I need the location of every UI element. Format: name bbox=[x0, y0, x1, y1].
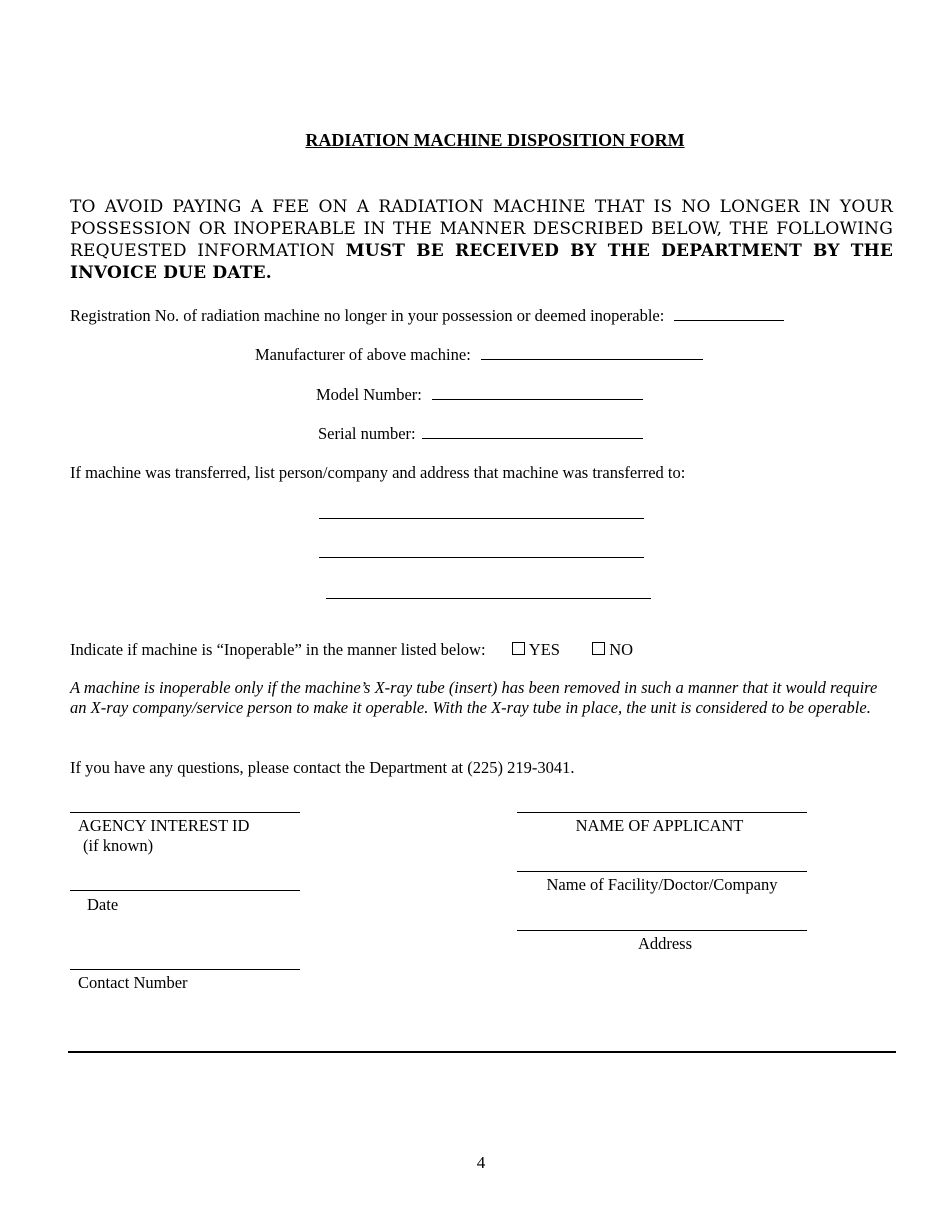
inoperable-row bbox=[70, 640, 633, 660]
model-label: Model Number: bbox=[316, 385, 422, 404]
yes-option[interactable] bbox=[512, 640, 560, 659]
transfer-line-1[interactable] bbox=[319, 518, 644, 519]
notice-text: TO AVOID PAYING A FEE ON A RADIATION MACHINE THAT IS NO LONGER IN YOUR POSSESSION OR INOPERABLE IN THE MANNER DESCRIBED BELOW, THE FOLLOWING REQUESTED INFORMATION bbox=[70, 197, 893, 261]
no-label: NO bbox=[609, 640, 634, 659]
address-line[interactable] bbox=[517, 930, 807, 931]
registration-row bbox=[70, 306, 784, 326]
no-option[interactable] bbox=[592, 640, 633, 659]
form-title: RADIATION MACHINE DISPOSITION FORM bbox=[305, 130, 685, 150]
contact-number-label: Contact Number bbox=[78, 973, 188, 992]
facility-label: Name of Facility/Doctor/Company bbox=[546, 875, 778, 894]
yes-label: YES bbox=[528, 640, 560, 659]
contact-number-line[interactable] bbox=[70, 969, 300, 970]
address-label: Address bbox=[637, 934, 693, 953]
transfer-line-2[interactable] bbox=[319, 557, 644, 558]
model-field[interactable] bbox=[432, 385, 643, 400]
manufacturer-label: Manufacturer of above machine: bbox=[255, 345, 471, 364]
facility-line[interactable] bbox=[517, 871, 807, 872]
contact-text: If you have any questions, please contact the Department at (225) 219-3041. bbox=[70, 758, 575, 777]
bottom-divider bbox=[68, 1051, 896, 1053]
date-line[interactable] bbox=[70, 890, 300, 891]
fee-notice bbox=[70, 196, 893, 284]
page-number: 4 bbox=[476, 1153, 486, 1172]
applicant-label: NAME OF APPLICANT bbox=[575, 816, 744, 835]
yes-checkbox[interactable] bbox=[512, 642, 525, 655]
serial-row bbox=[318, 424, 643, 444]
agency-id-label: AGENCY INTEREST ID bbox=[78, 816, 250, 835]
manufacturer-field[interactable] bbox=[481, 345, 703, 360]
inoperable-label: Indicate if machine is “Inoperable” in the manner listed below: bbox=[70, 640, 486, 659]
agency-id-sub: (if known) bbox=[83, 836, 154, 855]
registration-field[interactable] bbox=[674, 306, 784, 321]
notice-deadline: MUST BE RECEIVED BY THE DEPARTMENT BY THE INVOICE DUE DATE. bbox=[70, 241, 893, 283]
model-row bbox=[316, 385, 643, 405]
serial-field[interactable] bbox=[422, 424, 643, 439]
transfer-label: If machine was transferred, list person/company and address that machine was transferred to: bbox=[70, 463, 686, 482]
date-label: Date bbox=[87, 895, 119, 914]
serial-label: Serial number: bbox=[318, 424, 416, 443]
transfer-line-3[interactable] bbox=[326, 598, 651, 599]
registration-label: Registration No. of radiation machine no longer in your possession or deemed inoperable: bbox=[70, 306, 665, 325]
no-checkbox[interactable] bbox=[592, 642, 605, 655]
agency-id-line[interactable] bbox=[70, 812, 300, 813]
inoperable-note: A machine is inoperable only if the machine’s X-ray tube (insert) has been removed in such a manner that it would require an X-ray company/service person to make it operable. With the X-ray tube in place, the unit is considered to be operable. bbox=[70, 678, 878, 717]
manufacturer-row bbox=[255, 345, 703, 365]
applicant-line[interactable] bbox=[517, 812, 807, 813]
